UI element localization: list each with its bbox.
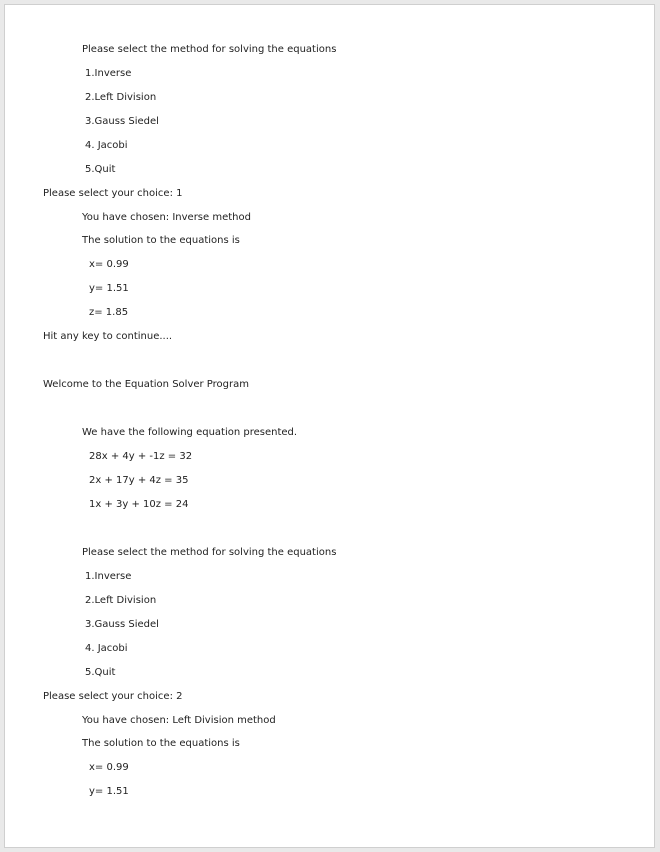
method-prompt: Please select the method for solving the equations xyxy=(82,44,337,55)
result-x: x= 0.99 xyxy=(89,762,129,773)
solution-heading: The solution to the equations is xyxy=(82,738,240,749)
welcome-line: Welcome to the Equation Solver Program xyxy=(43,379,249,390)
menu-item-inverse: 1.Inverse xyxy=(85,571,132,582)
menu-item-inverse: 1.Inverse xyxy=(85,68,132,79)
document-page xyxy=(4,4,655,848)
equation-line: 2x + 17y + 4z = 35 xyxy=(89,475,189,486)
continue-prompt: Hit any key to continue.... xyxy=(43,331,173,342)
chosen-method-line: You have chosen: Left Division method xyxy=(82,715,276,726)
menu-item-quit: 5.Quit xyxy=(85,667,116,678)
choice-line: Please select your choice: 1 xyxy=(43,188,183,199)
menu-item-gauss-siedel: 3.Gauss Siedel xyxy=(85,619,159,630)
menu-item-left-division: 2.Left Division xyxy=(85,92,157,103)
menu-item-left-division: 2.Left Division xyxy=(85,595,157,606)
choice-line: Please select your choice: 2 xyxy=(43,691,183,702)
menu-item-jacobi: 4. Jacobi xyxy=(85,643,128,654)
equations-heading: We have the following equation presented. xyxy=(82,427,298,438)
menu-item-quit: 5.Quit xyxy=(85,164,116,175)
result-z: z= 1.85 xyxy=(89,307,129,318)
chosen-method-line: You have chosen: Inverse method xyxy=(82,212,251,223)
result-x: x= 0.99 xyxy=(89,259,129,270)
solution-heading: The solution to the equations is xyxy=(82,235,240,246)
equation-line: 28x + 4y + -1z = 32 xyxy=(89,451,193,462)
method-prompt: Please select the method for solving the equations xyxy=(82,547,337,558)
menu-item-gauss-siedel: 3.Gauss Siedel xyxy=(85,116,159,127)
result-y: y= 1.51 xyxy=(89,283,129,294)
equation-line: 1x + 3y + 10z = 24 xyxy=(89,499,189,510)
menu-item-jacobi: 4. Jacobi xyxy=(85,140,128,151)
result-y: y= 1.51 xyxy=(89,786,129,797)
